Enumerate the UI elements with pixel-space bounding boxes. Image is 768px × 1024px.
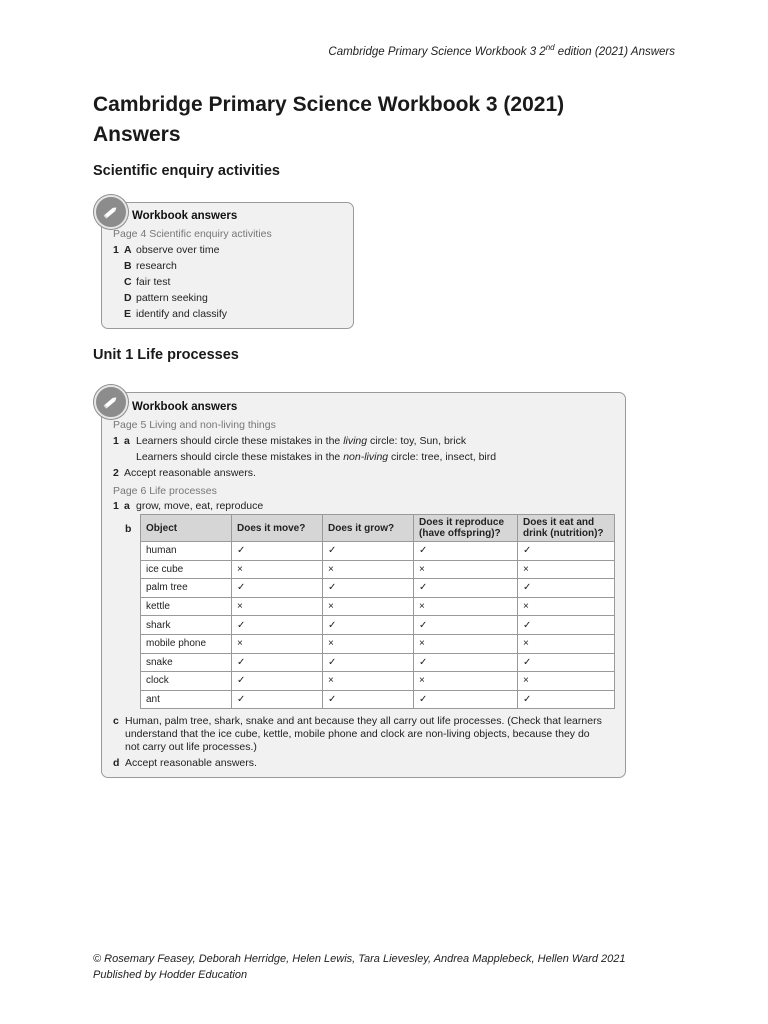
answer-line: d Accept reasonable answers. [113,757,257,769]
box-title: Workbook answers [132,210,238,222]
mark-cell: × [232,634,323,653]
object-cell: shark [141,616,232,635]
answer-line: c Human, palm tree, shark, snake and ant because they all carry out life processes. (Check that learners [113,715,602,727]
answer-line: 1 a grow, move, eat, reproduce [113,500,264,512]
mark-cell: × [518,597,615,616]
mark-cell: ✓ [232,542,323,561]
answer-item: B research [124,260,177,272]
answer-item: C fair test [124,276,171,288]
page-heading: Page 5 Living and non-living things [113,419,276,431]
mark-cell: ✓ [518,653,615,672]
mark-cell: × [518,634,615,653]
pencil-icon [94,195,128,229]
answer-line: Learners should circle these mistakes in the non-living circle: tree, insect, bird [136,451,497,463]
mark-cell: ✓ [414,579,518,598]
table-row [141,672,615,691]
footer-publisher: Published by Hodder Education [93,969,248,981]
table-row [141,560,615,579]
mark-cell: × [518,672,615,691]
mark-cell: ✓ [232,579,323,598]
mark-cell: × [323,597,414,616]
page-heading: Page 6 Life processes [113,485,217,497]
mark-cell: ✓ [232,616,323,635]
table-header: Does it eat and drink (nutrition)? [518,515,615,542]
answer-item: E identify and classify [124,308,228,320]
table-row [141,579,615,598]
mark-cell: × [414,672,518,691]
answer-line: 2 Accept reasonable answers. [113,467,256,479]
mark-cell: ✓ [518,616,615,635]
mark-cell: ✓ [323,690,414,709]
answer-line: not carry out life processes.) [125,741,257,753]
mark-cell: × [232,597,323,616]
life-processes-table [140,514,615,709]
mark-cell: × [414,597,518,616]
mark-cell: ✓ [232,672,323,691]
mark-cell: × [232,560,323,579]
mark-cell: ✓ [323,653,414,672]
mark-cell: ✓ [232,653,323,672]
object-cell: mobile phone [141,634,232,653]
table-header: Does it grow? [323,515,414,542]
mark-cell: × [414,634,518,653]
table-row [141,653,615,672]
answer-box-scientific-enquiry [101,202,354,329]
object-cell: human [141,542,232,561]
answer-item: D pattern seeking [124,292,208,304]
mark-cell: ✓ [414,542,518,561]
object-cell: clock [141,672,232,691]
document-title: Cambridge Primary Science Workbook 3 (2021) Answers [93,93,565,146]
mark-cell: ✓ [323,542,414,561]
object-cell: snake [141,653,232,672]
mark-cell: × [518,560,615,579]
mark-cell: ✓ [414,616,518,635]
table-row [141,634,615,653]
mark-cell: ✓ [518,690,615,709]
running-header: Cambridge Primary Science Workbook 3 2nd edition (2021) Answers [328,43,675,58]
table-row [141,616,615,635]
table-row [141,597,615,616]
mark-cell: ✓ [232,690,323,709]
mark-cell: × [323,634,414,653]
answer-box-unit-1 [101,392,626,778]
mark-cell: ✓ [323,616,414,635]
mark-cell: ✓ [518,579,615,598]
mark-cell: ✓ [323,579,414,598]
section-heading-scientific-enquiry: Scientific enquiry activities [93,163,280,179]
section-heading-unit-1: Unit 1 Life processes [93,347,239,363]
table-header: Does it reproduce (have offspring)? [414,515,518,542]
object-cell: kettle [141,597,232,616]
question-label-b: b [125,523,132,535]
mark-cell: × [323,672,414,691]
mark-cell: × [414,560,518,579]
object-cell: ice cube [141,560,232,579]
page-heading: Page 4 Scientific enquiry activities [113,228,272,240]
pencil-icon [94,385,128,419]
box-title: Workbook answers [132,401,238,413]
mark-cell: ✓ [414,690,518,709]
answer-line: understand that the ice cube, kettle, mobile phone and clock are non-living objects, because they do [125,728,590,740]
mark-cell: ✓ [518,542,615,561]
object-cell: palm tree [141,579,232,598]
table-row [141,542,615,561]
footer [93,951,626,983]
footer-copyright: © Rosemary Feasey, Deborah Herridge, Helen Lewis, Tara Lievesley, Andrea Mapplebeck, Hellen Ward 2021 [93,953,626,965]
table-header-row [141,515,615,542]
mark-cell: × [323,560,414,579]
table-row [141,690,615,709]
table-header: Object [141,515,232,542]
table-header: Does it move? [232,515,323,542]
answer-item: 1 A observe over time [113,244,220,256]
mark-cell: ✓ [414,653,518,672]
answer-line: 1 a Learners should circle these mistakes in the living circle: toy, Sun, brick [113,435,467,447]
object-cell: ant [141,690,232,709]
